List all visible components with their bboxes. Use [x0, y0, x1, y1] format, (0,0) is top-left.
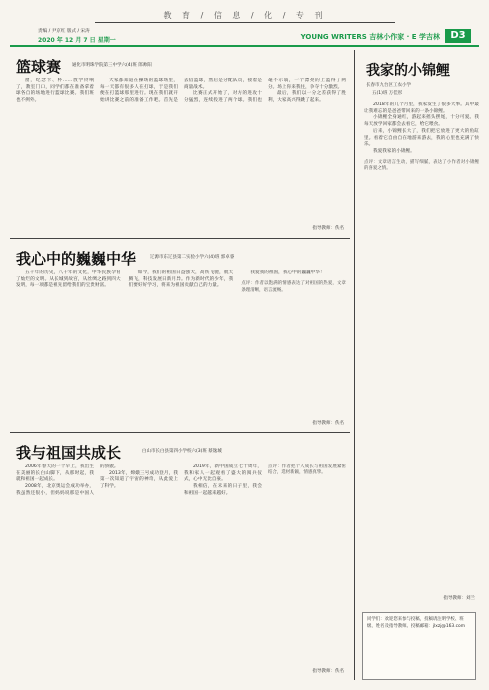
date-line: 2020 年 12 月 7 日 星期一	[38, 37, 116, 44]
article-comment: 点评：作者以饱满的情感表达了对祖国的热爱，文章条理清晰，语言流畅。	[241, 281, 346, 293]
article-comment: 点评：文章语言生动，描写细腻，表达了小作者对小锦鲤的喜爱之情。	[364, 160, 479, 172]
article-kite	[10, 240, 350, 432]
paragraph: 比赛正式开始了，对方的进攻十分猛烈，连续投进了两个球。我们也毫不示弱，一个漂亮的上篮得了两分。场上你来我往，争夺十分激烈。	[184, 78, 346, 104]
paragraph: 后来，小锦鲤长大了，我们把它放进了更大的鱼缸里。看着它自由自在地游来游去，我的心里也充满了快乐。	[364, 128, 479, 148]
paragraph: 我爱我家的小锦鲤。	[373, 148, 415, 154]
divider	[10, 238, 350, 239]
section-title: YOUNG WRITERS 吉林小作家 · E 学吉林	[300, 33, 440, 41]
paragraph: 2018年的几个月里，我家发生了很多大事。其中最让我难忘的是爸爸带回来的一条小锦鲤。	[364, 102, 479, 114]
article-body	[16, 464, 346, 664]
paragraph: 大家都知道在操场的篮球场里，每一天都有很多人在打球，于是我们便在打篮球那里进行。现在我们就开始讲比赛之前的准备工作吧。首先是去借篮球，然后是分配队员，接着是商量战术。	[100, 78, 262, 104]
article-comment: 点评：作者把个人成长与祖国发展紧密结合，选材新颖，情感真挚。	[268, 464, 346, 476]
article-basketball	[10, 50, 350, 236]
article-body	[364, 102, 479, 582]
article-title: 篮球赛	[16, 58, 62, 76]
paragraph: 小锦鲤全身通红，游起来摇头摆尾，十分可爱。我每天放学回家都会去看它，给它喂食。	[364, 115, 479, 128]
article-editor: 指导教师：刘兰	[443, 596, 475, 601]
paragraph: 我相信，在未来的日子里，我会和祖国一起越来越好。	[184, 484, 262, 496]
masthead	[0, 0, 489, 46]
article-editor: 指导教师：佚名	[312, 421, 344, 426]
paragraph: 五千年的历史，八千年的文化，中华民族孕育了灿烂的文明。从长城到故宫，从丝绸之路到四大发明，每一项都是祖先留给我们的宝贵财富。	[16, 270, 121, 289]
paragraph: 如今，我们的祖国日益强大，高铁飞驰，航天腾飞，科技发展日新月异。作为新时代的少年，我们要好好学习，将来为祖国贡献自己的力量。	[128, 270, 234, 289]
paragraph: 2006年春天的一个早上，我出生在美丽的长白山脚下，从那时起，我就和祖国一起成长。	[16, 464, 94, 483]
article-author: 长春市九台区工农小学	[366, 83, 411, 88]
masthead-rule	[10, 45, 479, 47]
article-grandpa	[358, 50, 479, 610]
column-divider	[354, 50, 355, 680]
article-body	[16, 270, 346, 420]
motto: 教 育 / 信 息 / 化 / 专 刊	[163, 11, 327, 20]
article-class: 五(1)班 万佳彤	[372, 91, 403, 96]
motto-rule	[95, 22, 395, 23]
article-editor: 指导教师：佚名	[312, 669, 344, 674]
article-editor: 指导教师：佚名	[312, 226, 344, 231]
article-title: 我家的小锦鲤	[366, 63, 450, 79]
note-text: 同学们：欢迎您来参与投稿，投稿请注明学校、班级、姓名及指导教师。投稿邮箱：jlxzj@163.com	[367, 617, 465, 629]
page-number: D3	[450, 30, 466, 41]
paragraph: 2008年，北京奥运会成功举办，我虽然还很小，但妈妈说那是中国人的骄傲。	[16, 464, 119, 496]
article-author: 辽源市东辽县第二实验小学六(4)班 郭卓睿	[150, 255, 235, 260]
paragraph: 最后，我们以一分之差获得了胜利，大家高兴得跳了起来。	[268, 91, 346, 104]
paragraph: 我爱我的祖国，我心中的巍巍中华！	[250, 270, 325, 275]
divider	[10, 432, 350, 433]
page-number-badge	[445, 29, 471, 43]
paragraph: 2019年，新中国成立七十周年，我和家人一起观看了盛大的阅兵仪式，心中无比自豪。	[184, 464, 262, 483]
article-body	[16, 78, 346, 228]
paragraph: 窗，纪念卡、杯……放学铃响了，教室门口，同学们都在准备拿着球各自的场地进行篮球比赛。我们班也不例外。	[16, 78, 94, 104]
article-author: 白山市长白县第四小学校六(3)班 蔡逸城	[142, 449, 222, 454]
article-author: 通化市明珠学院第三中学六(4)班 郎帅阳	[72, 63, 152, 68]
editor-line: 责编 / 尹京红 版式 / 宋涛	[38, 29, 90, 34]
article-title: 我与祖国共成长	[16, 444, 122, 462]
article-china	[10, 434, 350, 680]
paragraph: 2013年，嫦娥三号成功登月，我第一次知道了宇宙的神奇，从此爱上了科学。	[100, 470, 178, 490]
note-box	[362, 612, 476, 680]
article-title: 我心中的巍巍中华	[16, 250, 137, 268]
